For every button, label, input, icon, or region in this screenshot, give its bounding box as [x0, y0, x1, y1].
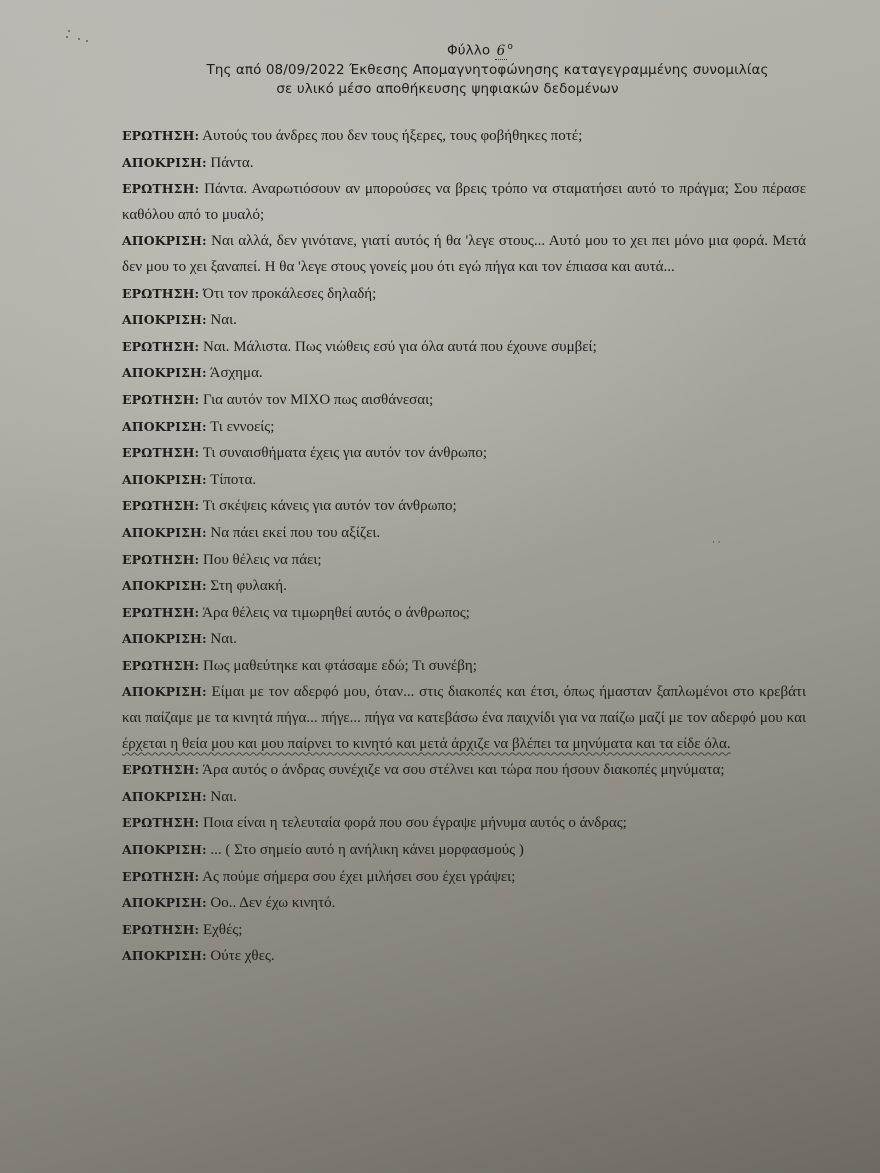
entry-text: Τι συναισθήματα έχεις για αυτόν τον άνθρωπο; [202, 445, 488, 462]
question-label: ΕΡΩΤΗΣΗ: [122, 657, 200, 673]
entry-text: Ούτε χθες. [210, 948, 275, 965]
entry-text: Ναι. [210, 631, 237, 648]
entry-text: Εχθές; [202, 921, 243, 938]
transcript-entry-answer [122, 307, 806, 334]
entry-text: Ποια είναι η τελευταία φορά που σου έγραψε μήνυμα αυτός ο άνδρας; [202, 815, 627, 832]
entry-text: Άρα θέλεις να τιμωρηθεί αυτός ο άνθρωπος; [202, 604, 470, 621]
answer-label: ΑΠΟΚΡΙΣΗ: [122, 895, 207, 911]
transcript-entry-answer [122, 520, 806, 547]
answer-label: ΑΠΟΚΡΙΣΗ: [122, 365, 207, 381]
question-label: ΕΡΩΤΗΣΗ: [122, 391, 200, 407]
transcript-entry-question [122, 281, 806, 308]
question-label: ΕΡΩΤΗΣΗ: [122, 868, 200, 884]
entry-text: Τι σκέψεις κάνεις για αυτόν τον άνθρωπο; [202, 498, 457, 515]
question-label: ΕΡΩΤΗΣΗ: [122, 445, 200, 461]
transcript-entry-question [122, 757, 806, 784]
answer-label: ΑΠΟΚΡΙΣΗ: [122, 578, 207, 594]
answer-label: ΑΠΟΚΡΙΣΗ: [122, 154, 207, 170]
entry-text: Στη φυλακή. [210, 578, 287, 595]
answer-label: ΑΠΟΚΡΙΣΗ: [122, 524, 207, 540]
question-label: ΕΡΩΤΗΣΗ: [122, 338, 200, 354]
entry-text: Τι εννοείς; [210, 418, 275, 435]
transcript-entry-answer [122, 837, 806, 864]
sheet-number-suffix: ο [507, 42, 513, 52]
handwritten-underline-text: έρχεται η θεία μου και μου παίρνει το κινητό και μετά άρχιζε να βλέπει τα μηνύματα και τα είδε όλα. [122, 735, 731, 752]
transcript-entry-answer [122, 679, 806, 757]
question-label: ΕΡΩΤΗΣΗ: [122, 762, 200, 778]
entry-text: Είμαι με τον αδερφό μου, όταν... στις διακοπές και έτσι, όπως ήμασταν ξαπλωμένοι στο κρεβάτι και παίζαμε με τα κινητά πήγα... πήγε... πήγα να κατεβάσω ένα παιχνίδι για να παίζω μαζί με τον αδερφό μου και [122, 684, 806, 727]
answer-label: ΑΠΟΚΡΙΣΗ: [122, 948, 207, 964]
transcript-entry-question [122, 334, 806, 361]
transcript-entry-answer [122, 360, 806, 387]
entry-text: Τίποτα. [210, 471, 257, 488]
entry-text: Πως μαθεύτηκε και φτάσαμε εδώ; Τι συνέβη; [202, 657, 477, 674]
stray-pen-mark: · · [712, 538, 721, 548]
entry-text: Ναι. [210, 788, 237, 805]
entry-text: Πάντα. [210, 154, 254, 171]
transcript-entry-answer [122, 784, 806, 811]
answer-label: ΑΠΟΚΡΙΣΗ: [122, 418, 207, 434]
entry-text: Ναι. Μάλιστα. Πως νιώθεις εσύ για όλα αυτά που έχουνε συμβεί; [202, 338, 597, 355]
answer-label: ΑΠΟΚΡΙΣΗ: [122, 788, 207, 804]
entry-text: Πάντα. Αναρωτιόσουν αν μπορούσες να βρεις τρόπο να σταματήσει αυτό το πράγμα; Σου πέρασε καθόλου από το μυαλό; [122, 181, 807, 223]
document-header [0, 38, 880, 99]
sheet-number: 6 [496, 42, 506, 59]
question-label: ΕΡΩΤΗΣΗ: [122, 815, 200, 831]
transcript-entry-answer [122, 573, 806, 600]
entry-text: Για αυτόν τον ΜΙΧΟ πως αισθάνεσαι; [202, 391, 434, 408]
entry-text: Αυτούς του άνδρες που δεν τους ήξερες, τους φοβήθηκες ποτέ; [202, 128, 583, 144]
entry-text: Ότι τον προκάλεσες δηλαδή; [202, 285, 377, 302]
answer-label: ΑΠΟΚΡΙΣΗ: [122, 312, 207, 328]
question-label: ΕΡΩΤΗΣΗ: [122, 551, 200, 567]
transcript-entry-question [122, 547, 806, 574]
entry-text: Άσχημα. [209, 365, 263, 382]
entry-text: Ναι. [210, 312, 237, 329]
transcript-entry-answer [122, 943, 806, 970]
transcript-entry-question [122, 123, 806, 150]
transcript-entry-question [122, 917, 806, 944]
entry-text: ... ( Στο σημείο αυτό η ανήλικη κάνει μορφασμούς ) [210, 842, 524, 859]
answer-label: ΑΠΟΚΡΙΣΗ: [122, 842, 207, 858]
entry-text: Ναι αλλά, δεν γινότανε, γιατί αυτός ή θα 'λεγε στους... Αυτό μου το χει πει μόνο μια φορά. Μετά δεν μου το χει ξαναπεί. Η θα 'λεγε στους γονείς μου ότι εγώ πήγα και τον έπιασα και αυτά... [122, 233, 806, 275]
document-title-line-1: Της από 08/09/2022 Έκθεσης Απομαγνητοφώνησης καταγεγραμμένης συνομιλίας [206, 61, 769, 78]
transcript-entry-question [122, 387, 806, 414]
transcript-entry-answer [122, 228, 806, 280]
transcript-entry-question [122, 864, 806, 891]
entry-text: Άρα αυτός ο άνδρας συνέχιζε να σου στέλνει και τώρα που ήσουν διακοπές μηνύματα; [202, 762, 725, 779]
transcript-entry-answer [122, 890, 806, 917]
transcript-entry-answer [122, 150, 806, 177]
transcript-entry-question [122, 600, 806, 627]
entry-text: Ας πούμε σήμερα σου έχει μιλήσει σου έχει γράψει; [202, 868, 516, 885]
question-label: ΕΡΩΤΗΣΗ: [122, 181, 200, 197]
question-label: ΕΡΩΤΗΣΗ: [122, 921, 200, 937]
sheet-line [80, 38, 880, 61]
transcript-entry-question [122, 810, 806, 837]
transcript-entry-answer [122, 467, 806, 494]
answer-label: ΑΠΟΚΡΙΣΗ: [122, 684, 207, 700]
document-title-line-2: σε υλικό μέσο αποθήκευσης ψηφιακών δεδομένων [276, 80, 619, 97]
sheet-label: Φύλλο [447, 42, 491, 59]
entry-text: Οο.. Δεν έχω κινητό. [210, 895, 336, 912]
answer-label: ΑΠΟΚΡΙΣΗ: [122, 631, 207, 647]
question-label: ΕΡΩΤΗΣΗ: [122, 285, 200, 301]
transcript-entry-question [122, 176, 806, 228]
question-label: ΕΡΩΤΗΣΗ: [122, 128, 200, 143]
transcript-entry-answer [122, 414, 806, 441]
answer-label: ΑΠΟΚΡΙΣΗ: [122, 471, 207, 487]
entry-text: Να πάει εκεί που του αξίζει. [210, 524, 381, 541]
question-label: ΕΡΩΤΗΣΗ: [122, 604, 200, 620]
answer-label: ΑΠΟΚΡΙΣΗ: [122, 233, 207, 249]
transcript [122, 123, 806, 970]
entry-text: Που θέλεις να πάει; [202, 551, 322, 568]
transcript-entry-question [122, 493, 806, 520]
question-label: ΕΡΩΤΗΣΗ: [122, 498, 200, 514]
transcript-entry-answer [122, 626, 806, 653]
transcript-entry-question [122, 653, 806, 680]
transcript-entry-question [122, 440, 806, 467]
